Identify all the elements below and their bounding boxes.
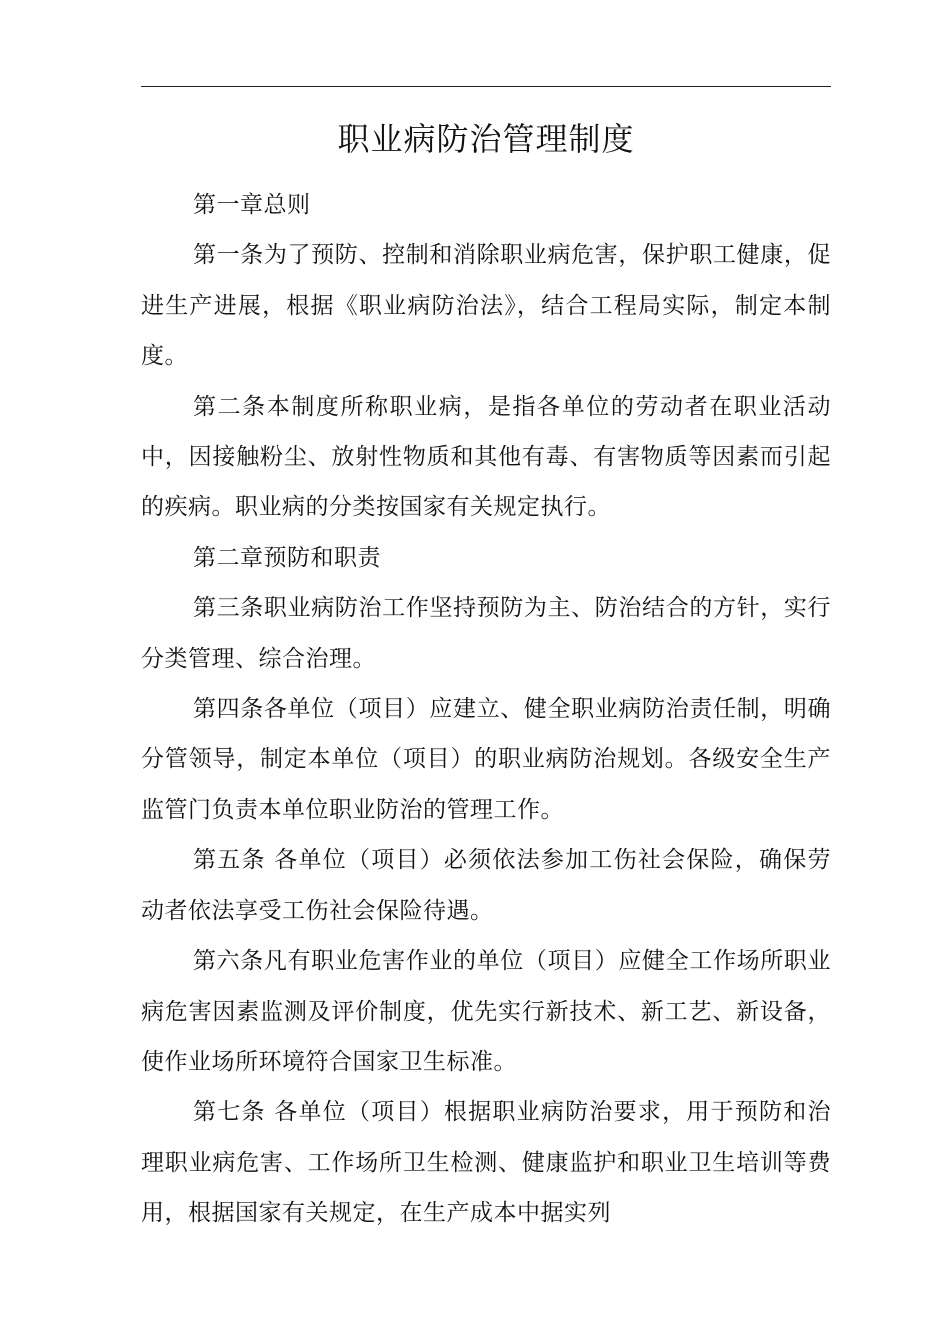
chapter-heading-1: 第一章总则 — [193, 192, 311, 218]
article-5: 第五条 各单位（项目）必须依法参加工伤社会保险，确保劳动者依法享受工伤社会保险待遇。 — [141, 847, 831, 924]
chapter-heading-2: 第二章预防和职责 — [193, 544, 381, 571]
article-7: 第七条 各单位（项目）根据职业病防治要求，用于预防和治理职业病危害、工作场所卫生检测、健康监护和职业卫生培训等费用，根据国家有关规定，在生产成本中据实列 — [141, 1099, 831, 1227]
article-6: 第六条凡有职业危害作业的单位（项目）应健全工作场所职业病危害因素监测及评价制度，优先实行新技术、新工艺、新设备，使作业场所环境符合国家卫生标准。 — [141, 948, 831, 1075]
article-1: 第一条为了预防、控制和消除职业病危害，保护职工健康，促进生产进展，根据《职业病防治法》，结合工程局实际，制定本制度。 — [141, 242, 831, 370]
article-4: 第四条各单位（项目）应建立、健全职业病防治责任制，明确分管领导，制定本单位（项目）的职业病防治规划。各级安全生产监管门负责本单位职业防治的管理工作。 — [141, 696, 831, 823]
document-title: 职业病防治管理制度 — [337, 120, 635, 158]
document-body — [141, 180, 831, 1239]
article-2: 第二条本制度所称职业病，是指各单位的劳动者在职业活动中，因接触粉尘、放射性物质和其他有毒、有害物质等因素而引起的疾病。职业病的分类按国家有关规定执行。 — [141, 393, 831, 521]
header-rule — [141, 86, 831, 87]
article-3: 第三条职业病防治工作坚持预防为主、防治结合的方针，实行分类管理、综合治理。 — [141, 595, 831, 672]
